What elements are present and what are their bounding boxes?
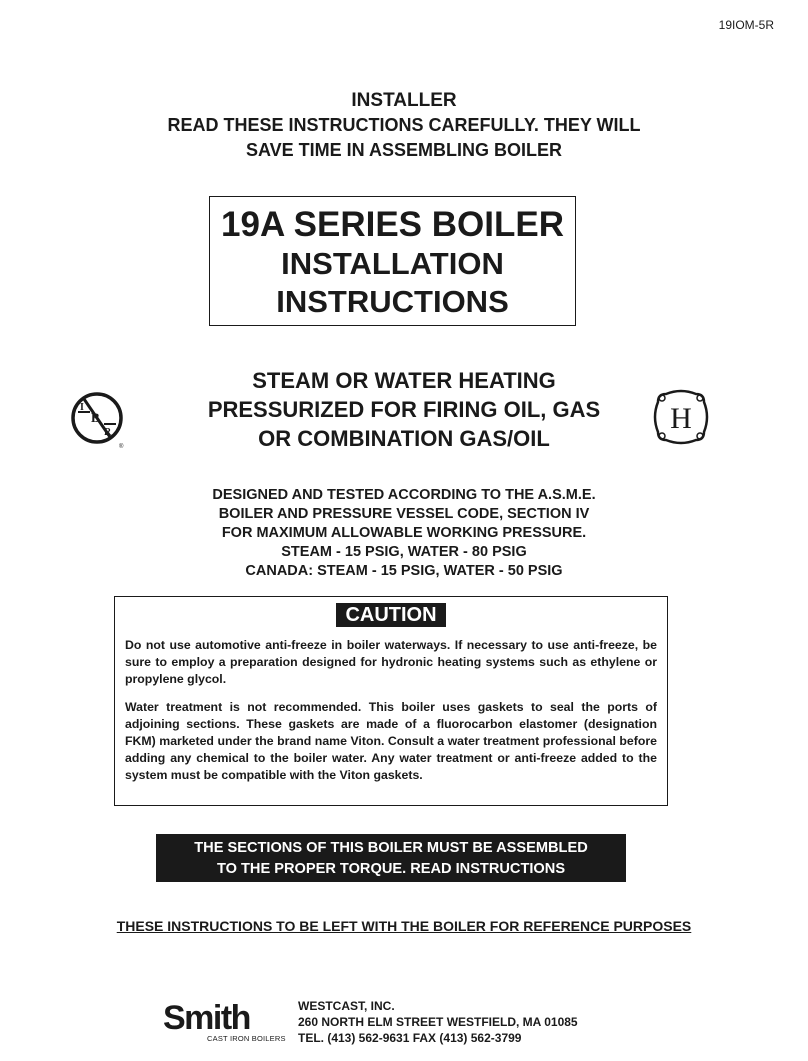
- svg-text:H: H: [670, 402, 692, 435]
- asme-line-2: BOILER AND PRESSURE VESSEL CODE, SECTION IV: [218, 506, 590, 522]
- asme-h-stamp: [652, 388, 710, 446]
- company-name: WESTCAST, INC.: [298, 999, 395, 1013]
- caution-box: [114, 596, 668, 806]
- torque-notice-line-2: TO THE PROPER TORQUE. READ INSTRUCTIONS: [216, 861, 566, 877]
- installer-line-3: SAVE TIME IN ASSEMBLING BOILER: [245, 140, 563, 160]
- caution-label: CAUTION: [336, 603, 446, 627]
- installer-line-2: READ THESE INSTRUCTIONS CAREFULLY. THEY WILL: [167, 115, 641, 135]
- svg-text:I: I: [80, 402, 84, 413]
- asme-pressure-canada: CANADA: STEAM - 15 PSIG, WATER - 50 PSIG: [245, 563, 563, 579]
- ibr-logo: [70, 390, 126, 450]
- smith-logo: [163, 1000, 287, 1046]
- document-title: 19A SERIES BOILER: [221, 205, 564, 244]
- torque-notice-line-1: THE SECTIONS OF THIS BOILER MUST BE ASSEMBLED: [194, 840, 588, 856]
- svg-text:B: B: [91, 410, 100, 425]
- asme-line-1: DESIGNED AND TESTED ACCORDING TO THE A.S.M.E.: [212, 487, 596, 503]
- subtitle-line-3: OR COMBINATION GAS/OIL: [258, 426, 550, 451]
- asme-line-3: FOR MAXIMUM ALLOWABLE WORKING PRESSURE.: [221, 525, 587, 541]
- caution-antifreeze-paragraph: Do not use automotive anti-freeze in boiler waterways. If necessary to use anti-freeze, be sure to employ a preparation designed for hydronic heating systems such as ethylene or propylene glycol.: [125, 638, 657, 686]
- company-address-block: [298, 998, 578, 1046]
- torque-notice-banner: [156, 834, 626, 882]
- reference-note: THESE INSTRUCTIONS TO BE LEFT WITH THE BOILER FOR REFERENCE PURPOSES: [116, 918, 692, 934]
- document-code: 19IOM-5R: [718, 18, 774, 32]
- caution-water-treatment-paragraph: Water treatment is not recommended. This boiler uses gaskets to seal the ports of adjoining sections. These gaskets are made of a fluorocarbon elastomer (designation FKM) marketed under the brand name Viton. Consult a water treatment professional before adding any chemical to the boiler water. Any water treatment or anti-freeze added to the system must be compatible with the Viton gaskets.: [125, 700, 657, 782]
- document-title-line-2: INSTALLATION: [281, 246, 504, 281]
- smith-brand-name: Smith: [163, 999, 250, 1037]
- asme-compliance-block: [0, 486, 808, 581]
- title-box: [209, 196, 576, 326]
- installer-notice: [0, 88, 808, 163]
- svg-text:®: ®: [119, 444, 124, 450]
- company-street-address: 260 NORTH ELM STREET WESTFIELD, MA 01085: [298, 1015, 578, 1029]
- subtitle-line-2: PRESSURIZED FOR FIRING OIL, GAS: [207, 397, 601, 422]
- subtitle-line-1: STEAM OR WATER HEATING: [252, 368, 556, 393]
- svg-text:R: R: [104, 427, 112, 438]
- asme-pressure-us: STEAM - 15 PSIG, WATER - 80 PSIG: [281, 544, 527, 560]
- document-title-line-3: INSTRUCTIONS: [276, 284, 509, 319]
- installer-heading: INSTALLER: [351, 90, 457, 111]
- company-phone-fax: TEL. (413) 562-9631 FAX (413) 562-3799: [298, 1031, 522, 1045]
- smith-brand-tagline: CAST IRON BOILERS: [207, 1034, 286, 1043]
